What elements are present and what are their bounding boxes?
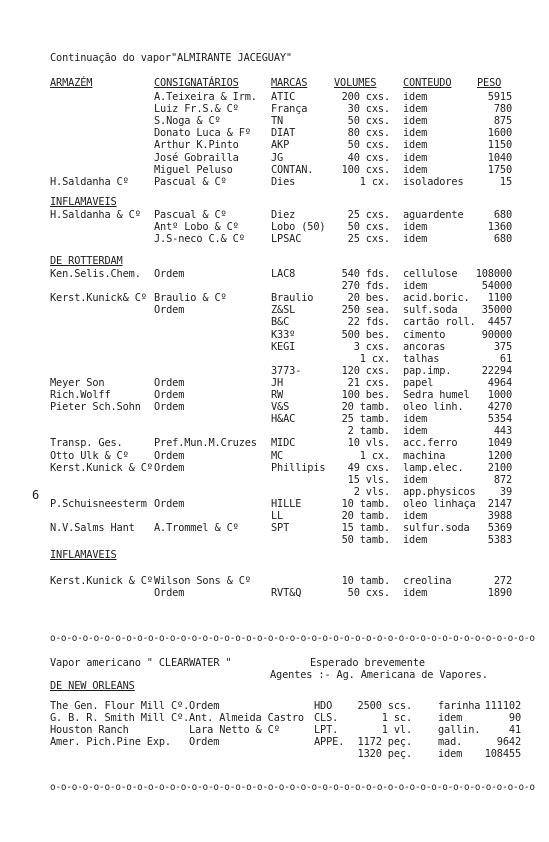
cell-volume: 80 cxs. xyxy=(347,127,390,139)
cell-consignee: Ordem xyxy=(154,587,185,599)
cell-exporter: The Gen. Flour Mill Cº. xyxy=(50,700,190,712)
section-heading: INFLAMAVEIS xyxy=(50,549,117,561)
separator-line: o-o-o-o-o-o-o-o-o-o-o-o-o-o-o-o-o-o-o-o-o-o-o-o-o-o-o-o-o-o-o-o-o-o-o-o-o-o-o-o-o-o-o-o-o xyxy=(50,633,535,644)
cell-weight: 2100 xyxy=(487,462,512,474)
cell-volume: 100 bes. xyxy=(341,389,390,401)
cell-mark: ATIC xyxy=(271,91,296,103)
cell-volume: 10 tamb. xyxy=(341,575,390,587)
cell-weight: 5383 xyxy=(487,534,512,546)
cell-weight: 15 xyxy=(499,176,512,188)
cell-volume: 25 cxs. xyxy=(347,209,390,221)
cell-volume: 30 cxs. xyxy=(347,103,390,115)
cell-volume: 1 cx. xyxy=(359,450,390,462)
cell-volume: 50 tamb. xyxy=(341,534,390,546)
cell-volume: 25 cxs. xyxy=(347,233,390,245)
cell-content: cimento xyxy=(403,329,446,341)
cell-exporter: G. B. R. Smith Mill Cº. xyxy=(50,712,190,724)
cell-content: idem xyxy=(403,221,428,233)
cell-content: idem xyxy=(403,587,428,599)
cell-volume: 15 tamb. xyxy=(341,522,390,534)
cell-content: ancoras xyxy=(403,341,446,353)
cell-volume: 25 tamb. xyxy=(341,413,390,425)
cell-weight: 35000 xyxy=(481,304,512,316)
cell-weight: 39 xyxy=(499,486,512,498)
cell-weight: 4270 xyxy=(487,401,512,413)
cell-content: aguardente xyxy=(403,209,464,221)
cell-consignee: J.S-neco C.& Cº xyxy=(154,233,245,245)
cell-volume: 21 cxs. xyxy=(347,377,390,389)
cell-mark: Diez xyxy=(271,209,296,221)
cell-weight: 90000 xyxy=(481,329,512,341)
cell-weight: 780 xyxy=(493,103,512,115)
cell-content: sulf.soda xyxy=(403,304,458,316)
cell-mark: JG xyxy=(271,152,284,164)
cell-weight: 443 xyxy=(493,425,512,437)
cell-volume: 1 cx. xyxy=(359,353,390,365)
cell-consignee: Ordem xyxy=(154,268,185,280)
cell-content: idem xyxy=(403,103,428,115)
cell-weight: 5354 xyxy=(487,413,512,425)
cell-consignee: Ordem xyxy=(154,377,185,389)
cell-volume: 500 bes. xyxy=(341,329,390,341)
cell-volume: 20 tamb. xyxy=(341,401,390,413)
vapor-status: Esperado brevemente xyxy=(310,657,425,669)
cell-mark: AKP xyxy=(271,139,290,151)
cell-consignee: Ordem xyxy=(189,736,220,748)
cell-mark: Lobo (50) xyxy=(271,221,326,233)
cell-weight: 1600 xyxy=(487,127,512,139)
cell-exporter: Ken.Selis.Chem. xyxy=(50,268,141,280)
cell-volume: 22 fds. xyxy=(347,316,390,328)
cell-consignee: S.Noga & Cº xyxy=(154,115,221,127)
cell-volume: 1 sc. xyxy=(381,712,412,724)
cell-content: idem xyxy=(403,413,428,425)
column-header-volumes: VOLUMES xyxy=(334,77,377,89)
cell-consignee: Ordem xyxy=(154,498,185,510)
cell-volume: 2 tamb. xyxy=(347,425,390,437)
cell-consignee: A.Trommel & Cº xyxy=(154,522,239,534)
cell-mark: V&S xyxy=(271,401,290,413)
cell-exporter: Transp. Ges. xyxy=(50,437,123,449)
cell-consignee: Donato Luca & Fº xyxy=(154,127,251,139)
cell-content: idem xyxy=(403,91,428,103)
cell-mark: LL xyxy=(271,510,284,522)
cell-exporter: Meyer Son xyxy=(50,377,105,389)
separator-line: o-o-o-o-o-o-o-o-o-o-o-o-o-o-o-o-o-o-o-o-o-o-o-o-o-o-o-o-o-o-o-o-o-o-o-o-o-o-o-o-o-o-o-o-o xyxy=(50,782,535,793)
cell-mark: MIDC xyxy=(271,437,296,449)
cell-volume: 1320 peç. xyxy=(357,748,412,760)
cell-content: lamp.elec. xyxy=(403,462,464,474)
cell-exporter: Pieter Sch.Sohn xyxy=(50,401,141,413)
cell-weight: 680 xyxy=(493,233,512,245)
cell-volume: 10 vls. xyxy=(347,437,390,449)
cell-exporter: H.Saldanha Cº xyxy=(50,176,129,188)
cell-mark: Phillipis xyxy=(271,462,326,474)
section-heading: INFLAMAVEIS xyxy=(50,196,117,208)
cell-mark: APPE. xyxy=(314,736,345,748)
cell-volume: 50 cxs. xyxy=(347,115,390,127)
cell-mark: HDO xyxy=(314,700,333,712)
cell-consignee: Ordem xyxy=(154,304,185,316)
cell-consignee: Ordem xyxy=(154,401,185,413)
cell-volume: 15 vls. xyxy=(347,474,390,486)
cell-content: creolina xyxy=(403,575,452,587)
cell-consignee: Wilson Sons & Cº xyxy=(154,575,251,587)
cell-volume: 1 cx. xyxy=(359,176,390,188)
cell-mark: LPSAC xyxy=(271,233,302,245)
section-heading: DE ROTTERDAM xyxy=(50,255,123,267)
cell-consignee: Ant. Almeida Castro xyxy=(189,712,304,724)
cell-content: idem xyxy=(403,534,428,546)
cell-weight: 22294 xyxy=(481,365,512,377)
margin-mark: 6 xyxy=(32,488,40,502)
cell-mark: RVT&Q xyxy=(271,587,302,599)
cell-volume: 20 tamb. xyxy=(341,510,390,522)
cell-volume: 3 cxs. xyxy=(353,341,390,353)
cell-consignee: Luiz Fr.S.& Cº xyxy=(154,103,239,115)
cell-weight: 1100 xyxy=(487,292,512,304)
cell-content: Sedra humel xyxy=(403,389,470,401)
cell-consignee: Miguel Peluso xyxy=(154,164,233,176)
cell-content: idem xyxy=(438,748,463,760)
cell-content: cellulose xyxy=(403,268,458,280)
cell-exporter: N.V.Salms Hant xyxy=(50,522,135,534)
cell-exporter: Houston Ranch xyxy=(50,724,129,736)
cell-consignee: Ordem xyxy=(154,389,185,401)
cell-weight: 1890 xyxy=(487,587,512,599)
cell-weight: 108455 xyxy=(484,748,521,760)
cell-weight: 680 xyxy=(493,209,512,221)
cell-volume: 1 vl. xyxy=(381,724,412,736)
cell-content: oleo linhaça xyxy=(403,498,476,510)
cell-weight: 5915 xyxy=(487,91,512,103)
cell-consignee: José Gobrailla xyxy=(154,152,239,164)
cell-weight: 9642 xyxy=(496,736,521,748)
cell-mark: B&C xyxy=(271,316,290,328)
cell-mark: MC xyxy=(271,450,284,462)
cell-content: idem xyxy=(438,712,463,724)
cell-volume: 1172 peç. xyxy=(357,736,412,748)
cell-consignee: A.Teixeira & Irm. xyxy=(154,91,257,103)
cell-weight: 90 xyxy=(508,712,521,724)
cell-exporter: H.Saldanha & Cº xyxy=(50,209,141,221)
cell-content: idem xyxy=(403,280,428,292)
cell-content: machina xyxy=(403,450,446,462)
cell-content: idem xyxy=(403,425,428,437)
cell-content: acid.boric. xyxy=(403,292,470,304)
cell-mark: H&AC xyxy=(271,413,296,425)
cell-mark: CLS. xyxy=(314,712,339,724)
cell-consignee: Ordem xyxy=(154,450,185,462)
cell-content: idem xyxy=(403,510,428,522)
cell-content: sulfur.soda xyxy=(403,522,470,534)
cell-mark: Z&SL xyxy=(271,304,296,316)
cell-weight: 4457 xyxy=(487,316,512,328)
cell-weight: 375 xyxy=(493,341,512,353)
cell-content: oleo linh. xyxy=(403,401,464,413)
cell-weight: 41 xyxy=(508,724,521,736)
cell-weight: 875 xyxy=(493,115,512,127)
cell-content: talhas xyxy=(403,353,440,365)
cell-exporter: Kerst.Kunick & Cº xyxy=(50,575,153,587)
cell-volume: 20 bes. xyxy=(347,292,390,304)
cell-exporter: Amer. Pich.Pine Exp. xyxy=(50,736,171,748)
cell-consignee: Lara Netto & Cº xyxy=(189,724,280,736)
cell-content: idem xyxy=(403,474,428,486)
cell-mark: RW xyxy=(271,389,284,401)
cell-consignee: Ordem xyxy=(189,700,220,712)
cell-volume: 50 cxs. xyxy=(347,587,390,599)
cell-mark: 3773- xyxy=(271,365,302,377)
column-header-conteudo: CONTEUDO xyxy=(403,77,452,89)
cell-mark: CONTAN. xyxy=(271,164,314,176)
cell-mark: Braulio xyxy=(271,292,314,304)
cell-weight: 272 xyxy=(493,575,512,587)
cell-weight: 3988 xyxy=(487,510,512,522)
cell-content: cartão roll. xyxy=(403,316,476,328)
cell-volume: 50 cxs. xyxy=(347,139,390,151)
cell-consignee: Braulio & Cº xyxy=(154,292,227,304)
cell-volume: 120 cxs. xyxy=(341,365,390,377)
cell-weight: 108000 xyxy=(475,268,512,280)
cell-weight: 61 xyxy=(499,353,512,365)
cell-content: mad. xyxy=(438,736,463,748)
section-heading: ARMAZÉM xyxy=(50,77,93,89)
cell-weight: 5369 xyxy=(487,522,512,534)
cell-content: idem xyxy=(403,127,428,139)
cell-exporter: Kerst.Kunick & Cº xyxy=(50,462,153,474)
cell-volume: 100 cxs. xyxy=(341,164,390,176)
cell-volume: 40 cxs. xyxy=(347,152,390,164)
cell-content: papel xyxy=(403,377,434,389)
cell-consignee: Pref.Mun.M.Cruzes xyxy=(154,437,257,449)
cell-volume: 540 fds. xyxy=(341,268,390,280)
column-header-consignatarios: CONSIGNATÁRIOS xyxy=(154,77,239,89)
cell-consignee: Ordem xyxy=(154,462,185,474)
cell-content: idem xyxy=(403,115,428,127)
cell-weight: 1040 xyxy=(487,152,512,164)
cell-mark: Dies xyxy=(271,176,296,188)
cell-consignee: Pascual & Cº xyxy=(154,209,227,221)
cell-mark: França xyxy=(271,103,308,115)
cell-content: idem xyxy=(403,139,428,151)
cell-exporter: Rich.Wolff xyxy=(50,389,111,401)
cell-mark: SPT xyxy=(271,522,290,534)
cell-mark: DIAT xyxy=(271,127,296,139)
cell-weight: 1360 xyxy=(487,221,512,233)
cell-volume: 50 cxs. xyxy=(347,221,390,233)
cell-content: acc.ferro xyxy=(403,437,458,449)
cell-exporter: Otto Ulk & Cº xyxy=(50,450,129,462)
cell-weight: 872 xyxy=(493,474,512,486)
cell-mark: TN xyxy=(271,115,284,127)
cell-volume: 2 vls. xyxy=(353,486,390,498)
cell-weight: 2147 xyxy=(487,498,512,510)
cell-volume: 49 cxs. xyxy=(347,462,390,474)
cell-volume: 270 fds. xyxy=(341,280,390,292)
agentes-line: Agentes :- Ag. Americana de Vapores. xyxy=(270,669,488,681)
cell-content: idem xyxy=(403,233,428,245)
cell-consignee: Arthur K.Pinto xyxy=(154,139,239,151)
cell-content: gallin. xyxy=(438,724,481,736)
cell-weight: 111102 xyxy=(484,700,521,712)
cell-volume: 10 tamb. xyxy=(341,498,390,510)
cell-content: pap.imp. xyxy=(403,365,452,377)
cell-weight: 54000 xyxy=(481,280,512,292)
column-header-marcas: MARCAS xyxy=(271,77,308,89)
cell-mark: JH xyxy=(271,377,284,389)
page-title: Continuação do vapor"ALMIRANTE JACEGUAY" xyxy=(50,52,292,64)
section-heading: DE NEW ORLEANS xyxy=(50,680,135,692)
cell-volume: 250 sea. xyxy=(341,304,390,316)
cell-mark: LPT. xyxy=(314,724,339,736)
column-header-peso: PESO xyxy=(477,77,502,89)
vapor-line: Vapor americano " CLEARWATER " xyxy=(50,657,232,669)
cell-exporter: P.Schuisneesterm xyxy=(50,498,147,510)
cell-consignee: Antº Lobo & Cº xyxy=(154,221,239,233)
cell-consignee: Pascual & Cº xyxy=(154,176,227,188)
cell-weight: 1200 xyxy=(487,450,512,462)
cell-mark: K33º xyxy=(271,329,296,341)
cell-content: idem xyxy=(403,164,428,176)
cell-content: farinha xyxy=(438,700,481,712)
cell-weight: 1000 xyxy=(487,389,512,401)
cell-content: idem xyxy=(403,152,428,164)
cell-mark: HILLE xyxy=(271,498,302,510)
cell-weight: 4964 xyxy=(487,377,512,389)
cell-volume: 200 cxs. xyxy=(341,91,390,103)
cell-weight: 1150 xyxy=(487,139,512,151)
cell-weight: 1750 xyxy=(487,164,512,176)
cell-content: isoladores xyxy=(403,176,464,188)
cell-weight: 1049 xyxy=(487,437,512,449)
cell-content: app.physicos xyxy=(403,486,476,498)
cell-volume: 2500 scs. xyxy=(357,700,412,712)
cell-mark: LAC8 xyxy=(271,268,296,280)
cell-exporter: Kerst.Kunick& Cº xyxy=(50,292,147,304)
cell-mark: KEGI xyxy=(271,341,296,353)
